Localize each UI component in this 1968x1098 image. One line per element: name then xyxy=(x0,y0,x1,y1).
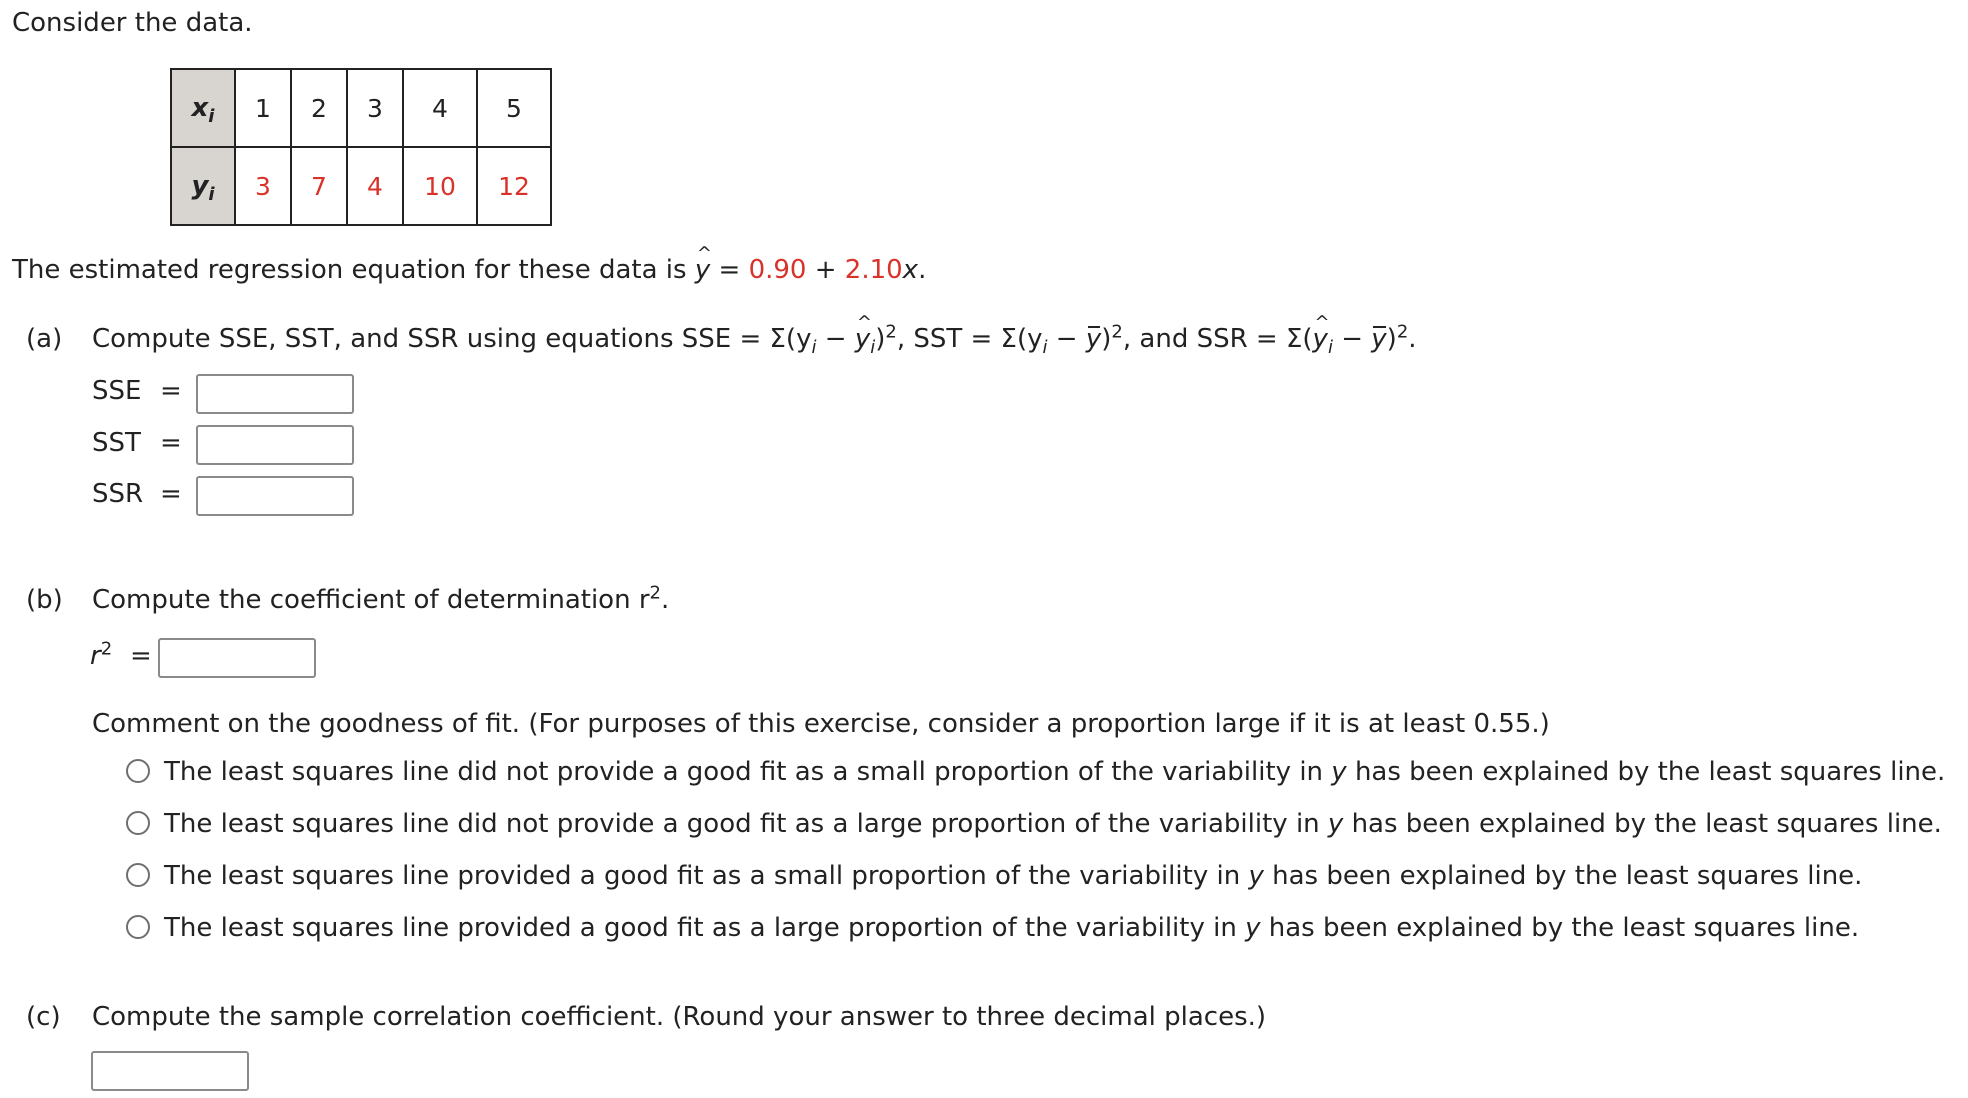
radio-option-4[interactable] xyxy=(126,915,150,939)
part-b-label: (b) xyxy=(26,585,63,615)
option-3-text: The least squares line provided a good fit as a small proportion of the variability in y has been explained by the least squares line. xyxy=(164,861,1863,891)
y-cell: 12 xyxy=(477,147,551,225)
goodness-comment: Comment on the goodness of fit. (For purposes of this exercise, consider a proportion large if it is at least 0.55.) xyxy=(92,709,1550,739)
r2-input[interactable] xyxy=(158,638,316,678)
part-c-question: Compute the sample correlation coefficient. (Round your answer to three decimal places.) xyxy=(92,1002,1267,1032)
ssr-label: SSR xyxy=(92,479,144,509)
y-cell: 4 xyxy=(347,147,403,225)
radio-option-1[interactable] xyxy=(126,759,150,783)
ssr-equals: = xyxy=(160,479,182,509)
sse-equals: = xyxy=(160,376,182,406)
x-cell: 4 xyxy=(403,69,477,147)
part-c-label: (c) xyxy=(26,1002,61,1032)
radio-option-3[interactable] xyxy=(126,863,150,887)
data-table xyxy=(170,68,552,226)
sst-input[interactable] xyxy=(196,425,354,465)
r2-equals: = xyxy=(130,641,152,671)
radio-option-2[interactable] xyxy=(126,811,150,835)
x-header: $x_i$ xyxy=(171,69,235,147)
part-a-label: (a) xyxy=(26,324,63,354)
x-cell: 2 xyxy=(291,69,347,147)
sse-input[interactable] xyxy=(196,374,354,414)
sst-equals: = xyxy=(160,428,182,458)
option-2-text: The least squares line did not provide a good fit as a large proportion of the variability in y has been explained by the least squares line. xyxy=(164,809,1942,839)
option-1-text: The least squares line did not provide a good fit as a small proportion of the variability in y has been explained by the least squares line. xyxy=(164,757,1946,787)
correlation-input[interactable] xyxy=(91,1051,249,1091)
y-cell: 3 xyxy=(235,147,291,225)
part-b-question: Compute the coefficient of determination $r^2$. xyxy=(92,582,670,615)
x-row xyxy=(171,69,551,147)
y-cell: 10 xyxy=(403,147,477,225)
regression-equation: The estimated regression equation for these data is ^ y = 0.90 + 2.10x. xyxy=(12,255,926,285)
x-cell: 1 xyxy=(235,69,291,147)
sse-label: SSE xyxy=(92,376,142,406)
intercept-value: 0.90 xyxy=(748,255,807,285)
r2-label: $r^2$ xyxy=(90,638,113,671)
y-header: $y_i$ xyxy=(171,147,235,225)
y-cell: 7 xyxy=(291,147,347,225)
part-a-question: Compute SSE, SST, and SSR using equations SSE = $\Sigma(y_i$ − ^ $y_i)^2$, SST = $\Sigma(y_i - y)^2$, and SSR = Σ(^ $y_i - y)^2$. xyxy=(92,324,1417,354)
ssr-input[interactable] xyxy=(196,476,354,516)
slope-value: 2.10 xyxy=(844,255,903,285)
intro-text: Consider the data. xyxy=(12,8,253,38)
sst-label: SST xyxy=(92,428,141,458)
y-row xyxy=(171,147,551,225)
option-4-text: The least squares line provided a good fit as a large proportion of the variability in y has been explained by the least squares line. xyxy=(164,913,1860,943)
x-cell: 5 xyxy=(477,69,551,147)
x-cell: 3 xyxy=(347,69,403,147)
